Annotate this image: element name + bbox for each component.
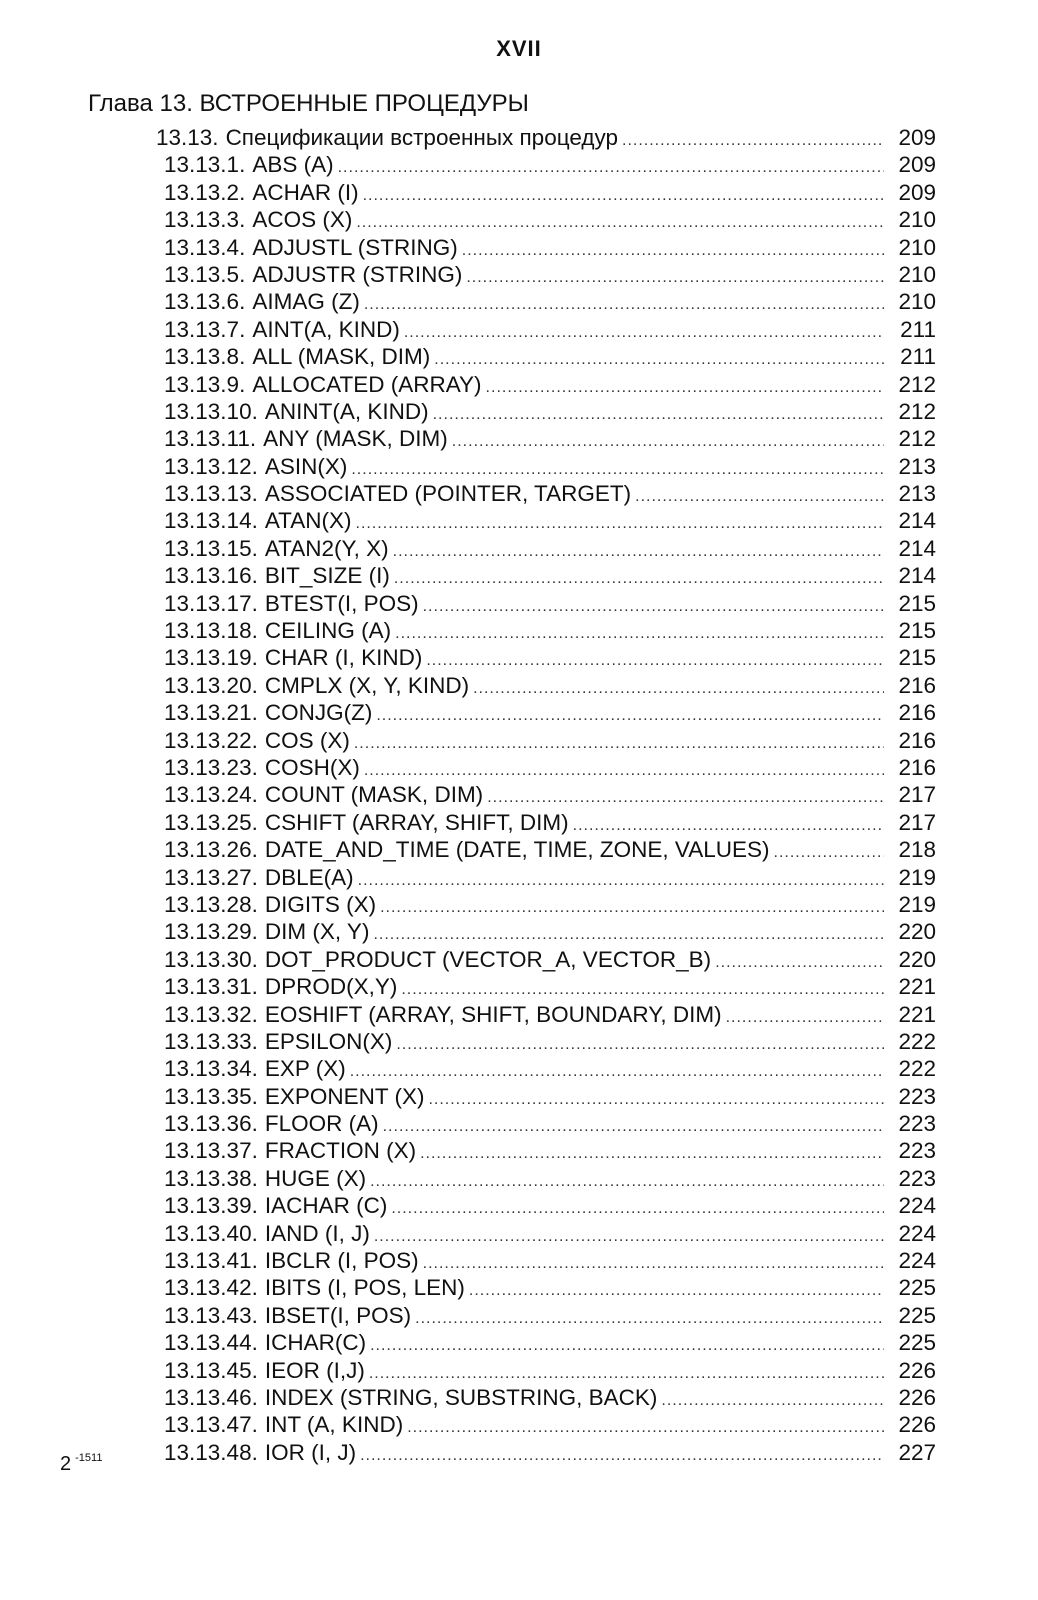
toc-entry: [156, 754, 936, 781]
toc-section-page: 209: [898, 125, 936, 150]
toc-entry-title: EOSHIFT (ARRAY, SHIFT, BOUNDARY, DIM): [264, 1001, 722, 1027]
toc-entry-number: 13.13.27.: [164, 864, 258, 890]
toc-entry: [156, 699, 936, 726]
toc-entry-page: 211: [900, 316, 936, 342]
toc-entry: [156, 535, 936, 562]
toc-entry-title: COS (X): [264, 727, 350, 753]
toc-entry: [156, 316, 936, 343]
dot-leader: [350, 1058, 884, 1085]
toc-entry-page: 213: [898, 453, 936, 479]
toc-entry-title: CSHIFT (ARRAY, SHIFT, DIM): [264, 809, 569, 835]
toc-entry-title: AINT(A, KIND): [252, 316, 400, 342]
toc-entry-page: 223: [898, 1138, 936, 1164]
toc-entry-page: 226: [898, 1412, 936, 1438]
toc-entry-title: CONJG(Z): [264, 700, 373, 726]
toc-entry-number: 13.13.33.: [164, 1028, 258, 1054]
page-number: XVII: [496, 36, 542, 61]
dot-leader: [452, 428, 884, 455]
toc-entry-page: 219: [898, 864, 936, 890]
chapter-title: Глава 13. ВСТРОЕННЫЕ ПРОЦЕДУРЫ: [88, 90, 529, 117]
toc-entry-title: ATAN(X): [264, 508, 352, 534]
toc-entry: [156, 1411, 936, 1438]
toc-entry: [156, 480, 936, 507]
toc-entry-number: 13.13.3.: [164, 207, 246, 233]
toc-entry-number: 13.13.11.: [164, 426, 257, 452]
toc-entry-page: 225: [898, 1330, 936, 1356]
toc-entry-title: ALL (MASK, DIM): [252, 344, 431, 370]
toc-entry-number: 13.13.9.: [164, 371, 246, 397]
toc-entry-number: 13.13.41.: [164, 1248, 258, 1274]
toc-entry-title: ATAN2(Y, X): [264, 535, 389, 561]
toc-entry-page: 223: [898, 1111, 936, 1137]
dot-leader: [394, 565, 884, 592]
toc-entry-number: 13.13.4.: [164, 234, 246, 260]
toc-entry-title: ADJUSTL (STRING): [252, 234, 458, 260]
toc-entry-title: DIM (X, Y): [264, 919, 370, 945]
toc-entry: [156, 179, 936, 206]
toc-entry: [156, 1384, 936, 1411]
toc-entry-number: 13.13.36.: [164, 1111, 258, 1137]
toc-entry-number: 13.13.16.: [164, 563, 258, 589]
toc-entry-page: 210: [898, 289, 936, 315]
dot-leader: [573, 812, 884, 839]
toc-entry-title: EXP (X): [264, 1056, 346, 1082]
toc-entry-number: 13.13.34.: [164, 1056, 258, 1082]
toc-entry-page: 223: [898, 1165, 936, 1191]
dot-leader: [374, 1223, 884, 1250]
toc-entry-page: 212: [898, 398, 936, 424]
toc-entry-number: 13.13.38.: [164, 1165, 258, 1191]
toc-entry: [156, 809, 936, 836]
toc-entry-page: 224: [898, 1193, 936, 1219]
toc-entry-number: 13.13.14.: [164, 508, 258, 534]
toc-entry: [156, 1083, 936, 1110]
signature-number: 2: [60, 1453, 72, 1475]
toc-entry-number: 13.13.29.: [164, 919, 258, 945]
toc-entry-number: 13.13.22.: [164, 727, 258, 753]
toc-entry: [156, 727, 936, 754]
toc-entry-title: DATE_AND_TIME (DATE, TIME, ZONE, VALUES): [264, 837, 770, 863]
toc-entry: [156, 1192, 936, 1219]
toc-entry-number: 13.13.47.: [164, 1412, 258, 1438]
toc-entry-number: 13.13.23.: [164, 754, 258, 780]
toc-entry-page: 210: [898, 207, 936, 233]
toc-entry-page: 213: [898, 481, 936, 507]
toc-entry-number: 13.13.28.: [164, 891, 258, 917]
dot-leader: [364, 291, 884, 318]
signature-code: -1511: [75, 1452, 103, 1464]
toc-entry-title: COUNT (MASK, DIM): [264, 782, 484, 808]
toc-entry-page: 225: [898, 1302, 936, 1328]
toc-entry: [156, 206, 936, 233]
toc-entry-page: 214: [898, 508, 936, 534]
toc-entry-page: 224: [898, 1248, 936, 1274]
toc-entry-title: DPROD(X,Y): [264, 974, 398, 1000]
toc-entry-title: IAND (I, J): [264, 1220, 370, 1246]
toc-entry-number: 13.13.15.: [164, 535, 258, 561]
toc-entry: [156, 590, 936, 617]
toc-entry-number: 13.13.32.: [164, 1001, 258, 1027]
dot-leader: [356, 209, 884, 236]
toc-entry-page: 220: [898, 946, 936, 972]
dot-leader: [486, 374, 884, 401]
toc-entry: [156, 864, 936, 891]
toc-entry: [156, 1302, 936, 1329]
toc-entry-number: 13.13.12.: [164, 453, 258, 479]
toc-entry: [156, 973, 936, 1000]
toc-entry: [156, 946, 936, 973]
toc-entry-number: 13.13.37.: [164, 1138, 258, 1164]
toc-entry-page: 221: [898, 1001, 936, 1027]
toc-entry-page: 209: [898, 152, 936, 178]
toc-entry: [156, 918, 936, 945]
toc-entry: [156, 1137, 936, 1164]
toc-entry: [156, 562, 936, 589]
toc-entry-number: 13.13.6.: [164, 289, 246, 315]
toc-entry: [156, 1220, 936, 1247]
toc-entry-number: 13.13.17.: [164, 590, 258, 616]
toc-entry-page: 211: [900, 344, 936, 370]
toc-entry-title: ACHAR (I): [252, 179, 359, 205]
dot-leader: [358, 867, 884, 894]
toc-entry-title: INT (A, KIND): [264, 1412, 404, 1438]
toc-entry: [156, 425, 936, 452]
toc-entry: [156, 672, 936, 699]
toc-entry-title: DOT_PRODUCT (VECTOR_A, VECTOR_B): [264, 946, 712, 972]
toc-entry-number: 13.13.5.: [164, 261, 246, 287]
toc-entry-number: 13.13.25.: [164, 809, 258, 835]
toc-entry-page: 214: [898, 535, 936, 561]
toc-entry-title: INDEX (STRING, SUBSTRING, BACK): [264, 1384, 658, 1410]
toc-entry-number: 13.13.44.: [164, 1330, 258, 1356]
toc-entry-number: 13.13.7.: [164, 316, 246, 342]
dot-leader: [466, 264, 884, 291]
toc-entry-page: 218: [898, 837, 936, 863]
toc-entry: [156, 1357, 936, 1384]
dot-leader: [370, 1168, 884, 1195]
toc-entry: [156, 1274, 936, 1301]
dot-leader: [487, 784, 884, 811]
toc-entry-page: 216: [898, 754, 936, 780]
toc-entry-number: 13.13.40.: [164, 1220, 258, 1246]
toc-entry-title: IEOR (I,J): [264, 1357, 365, 1383]
dot-leader: [364, 757, 884, 784]
dot-leader: [356, 510, 884, 537]
toc-entry-page: 212: [898, 371, 936, 397]
dot-leader: [407, 1414, 884, 1441]
toc-entry-title: IOR (I, J): [264, 1439, 357, 1465]
toc-entry-number: 13.13.45.: [164, 1357, 258, 1383]
toc-entry: [156, 288, 936, 315]
toc-entry: [156, 1055, 936, 1082]
toc-entry-page: 226: [898, 1357, 936, 1383]
dot-leader: [420, 1140, 884, 1167]
toc-entry-page: 210: [898, 261, 936, 287]
toc-entry-list: [156, 151, 936, 1466]
dot-leader: [433, 401, 884, 428]
toc-entry-page: 216: [898, 727, 936, 753]
toc-entry-title: IBITS (I, POS, LEN): [264, 1275, 465, 1301]
table-of-contents: [156, 124, 936, 1466]
dot-leader: [428, 1086, 884, 1113]
toc-entry-page: 223: [898, 1083, 936, 1109]
toc-entry-title: IBCLR (I, POS): [264, 1248, 419, 1274]
dot-leader: [661, 1387, 884, 1414]
toc-entry: [156, 343, 936, 370]
dot-leader: [635, 483, 884, 510]
toc-entry-page: 219: [898, 891, 936, 917]
toc-entry-number: 13.13.10.: [164, 398, 258, 424]
toc-entry-number: 13.13.31.: [164, 974, 258, 1000]
toc-entry-page: 222: [898, 1028, 936, 1054]
toc-entry-number: 13.13.2.: [164, 179, 246, 205]
toc-entry-title: ASSOCIATED (POINTER, TARGET): [264, 481, 632, 507]
dot-leader: [396, 1031, 884, 1058]
dot-leader: [473, 675, 884, 702]
toc-entry: [156, 1439, 936, 1466]
dot-leader: [415, 1305, 884, 1332]
toc-entry-page: 221: [898, 974, 936, 1000]
printer-signature-mark: [60, 1452, 102, 1476]
toc-entry-page: 215: [898, 590, 936, 616]
toc-entry-page: 214: [898, 563, 936, 589]
toc-entry-title: ACOS (X): [252, 207, 353, 233]
toc-entry-page: 210: [898, 234, 936, 260]
toc-entry-number: 13.13.46.: [164, 1384, 258, 1410]
toc-entry-number: 13.13.24.: [164, 782, 258, 808]
toc-entry: [156, 1247, 936, 1274]
toc-entry-title: HUGE (X): [264, 1165, 367, 1191]
toc-entry: [156, 1028, 936, 1055]
toc-entry-page: 216: [898, 700, 936, 726]
toc-entry: [156, 617, 936, 644]
toc-entry-title: CHAR (I, KIND): [264, 645, 423, 671]
toc-entry-title: BTEST(I, POS): [264, 590, 419, 616]
dot-leader: [434, 346, 884, 373]
dot-leader: [380, 894, 884, 921]
toc-entry-number: 13.13.30.: [164, 946, 258, 972]
toc-entry: [156, 1329, 936, 1356]
dot-leader: [622, 127, 884, 154]
toc-entry-page: 216: [898, 672, 936, 698]
toc-entry-number: 13.13.1.: [164, 152, 246, 178]
dot-leader: [376, 702, 884, 729]
toc-entry-title: ALLOCATED (ARRAY): [252, 371, 482, 397]
toc-entry-number: 13.13.26.: [164, 837, 258, 863]
dot-leader: [354, 730, 884, 757]
dot-leader: [774, 839, 884, 866]
toc-entry-number: 13.13.42.: [164, 1275, 258, 1301]
dot-leader: [469, 1277, 884, 1304]
toc-entry-number: 13.13.48.: [164, 1439, 258, 1465]
toc-entry-title: ASIN(X): [264, 453, 348, 479]
toc-entry: [156, 371, 936, 398]
toc-entry: [156, 891, 936, 918]
toc-entry: [156, 507, 936, 534]
dot-leader: [351, 456, 884, 483]
toc-section-heading: [156, 124, 936, 151]
toc-section-title: Спецификации встроенных процедур: [225, 125, 618, 150]
toc-entry-page: 225: [898, 1275, 936, 1301]
toc-entry-title: FLOOR (A): [264, 1111, 379, 1137]
toc-entry-number: 13.13.18.: [164, 618, 258, 644]
toc-entry: [156, 453, 936, 480]
toc-entry: [156, 781, 936, 808]
toc-entry-number: 13.13.21.: [164, 700, 258, 726]
toc-entry-page: 227: [898, 1439, 936, 1465]
dot-leader: [363, 182, 884, 209]
toc-entry-title: CEILING (A): [264, 618, 392, 644]
toc-entry-number: 13.13.35.: [164, 1083, 258, 1109]
dot-leader: [370, 1332, 884, 1359]
toc-entry-title: DIGITS (X): [264, 891, 377, 917]
toc-entry: [156, 398, 936, 425]
toc-entry-title: ADJUSTR (STRING): [252, 261, 463, 287]
toc-entry-page: 217: [898, 809, 936, 835]
toc-entry: [156, 836, 936, 863]
toc-entry-page: 222: [898, 1056, 936, 1082]
toc-entry-number: 13.13.8.: [164, 344, 246, 370]
toc-entry-number: 13.13.20.: [164, 672, 258, 698]
toc-entry-page: 217: [898, 782, 936, 808]
toc-entry: [156, 151, 936, 178]
toc-entry-title: IACHAR (C): [264, 1193, 388, 1219]
dot-leader: [391, 1195, 884, 1222]
toc-entry-title: EPSILON(X): [264, 1028, 393, 1054]
toc-entry-page: 220: [898, 919, 936, 945]
toc-entry-page: 226: [898, 1384, 936, 1410]
toc-entry-number: 13.13.39.: [164, 1193, 258, 1219]
toc-entry-number: 13.13.13.: [164, 481, 258, 507]
toc-entry-title: IBSET(I, POS): [264, 1302, 412, 1328]
dot-leader: [726, 1004, 884, 1031]
dot-leader: [395, 620, 884, 647]
toc-entry: [156, 1110, 936, 1137]
toc-entry-title: ANINT(A, KIND): [264, 398, 429, 424]
toc-entry-title: COSH(X): [264, 754, 360, 780]
dot-leader: [404, 319, 884, 346]
dot-leader: [715, 949, 884, 976]
dot-leader: [369, 1360, 884, 1387]
toc-entry: [156, 1001, 936, 1028]
toc-section-number: 13.13.: [156, 125, 219, 150]
dot-leader: [423, 593, 884, 620]
toc-entry-title: ABS (A): [252, 152, 334, 178]
toc-entry-page: 215: [898, 645, 936, 671]
toc-entry-page: 209: [898, 179, 936, 205]
toc-entry-title: FRACTION (X): [264, 1138, 417, 1164]
toc-entry: [156, 234, 936, 261]
toc-entry-title: ICHAR(C): [264, 1330, 367, 1356]
toc-entry-number: 13.13.43.: [164, 1302, 258, 1328]
dot-leader: [383, 1113, 884, 1140]
toc-entry-page: 215: [898, 618, 936, 644]
dot-leader: [401, 976, 884, 1003]
toc-entry-title: DBLE(A): [264, 864, 354, 890]
toc-entry-page: 212: [898, 426, 936, 452]
dot-leader: [462, 237, 884, 264]
dot-leader: [393, 538, 884, 565]
dot-leader: [360, 1442, 884, 1469]
dot-leader: [373, 921, 884, 948]
toc-entry-title: BIT_SIZE (I): [264, 563, 390, 589]
toc-entry-title: EXPONENT (X): [264, 1083, 425, 1109]
toc-entry-page: 224: [898, 1220, 936, 1246]
dot-leader: [423, 1250, 884, 1277]
toc-entry-title: AIMAG (Z): [252, 289, 360, 315]
dot-leader: [426, 647, 884, 674]
toc-entry-title: ANY (MASK, DIM): [263, 426, 448, 452]
toc-entry-number: 13.13.19.: [164, 645, 258, 671]
toc-entry: [156, 261, 936, 288]
dot-leader: [338, 154, 884, 181]
toc-entry: [156, 1165, 936, 1192]
toc-entry: [156, 644, 936, 671]
toc-entry-title: CMPLX (X, Y, KIND): [264, 672, 470, 698]
